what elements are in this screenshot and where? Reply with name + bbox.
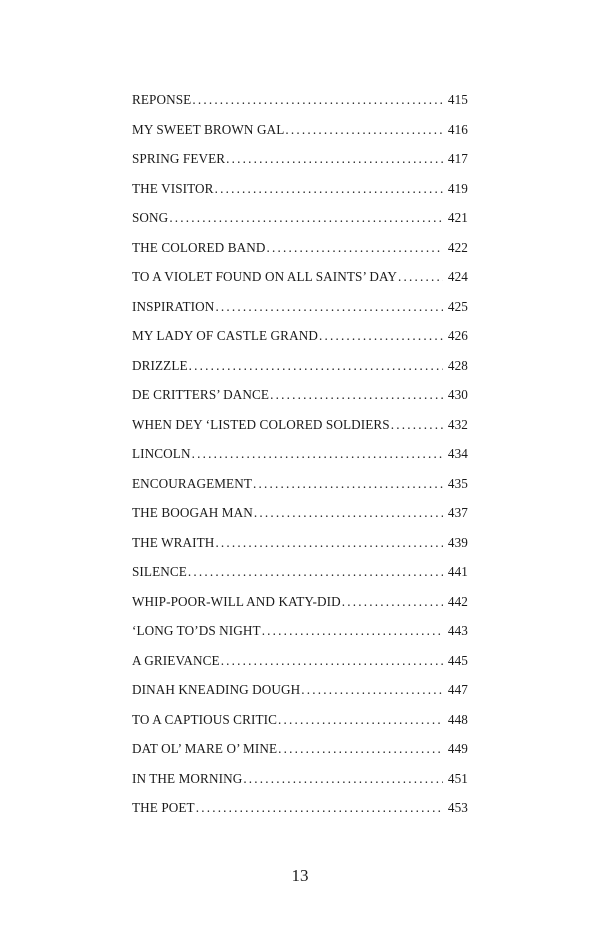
toc-entry-page: 424	[447, 269, 468, 284]
toc-entry-title: THE POET	[132, 800, 195, 815]
toc-entry-title: MY SWEET BROWN GAL	[132, 121, 285, 137]
toc-entry-page: 425	[447, 298, 468, 314]
dot-leader	[215, 299, 443, 315]
toc-entry-title: INSPIRATION	[132, 298, 215, 314]
toc-entry[interactable]	[132, 240, 468, 270]
toc-entry-title: LINCOLN	[132, 446, 191, 461]
toc-entry[interactable]	[132, 564, 468, 594]
toc-entry-page: 441	[447, 564, 468, 579]
dot-leader	[285, 122, 443, 138]
toc-entry-title: A GRIEVANCE	[132, 652, 220, 668]
toc-entry-title: TO A VIOLET FOUND ON ALL SAINTS’ DAY	[132, 269, 398, 284]
toc-entry-page: 449	[447, 741, 468, 756]
toc-entry-page: 445	[447, 652, 468, 668]
toc-entry-page: 453	[447, 800, 468, 815]
toc-entry[interactable]	[132, 476, 468, 506]
toc-entry-page: 430	[447, 387, 468, 402]
toc-entry-title: ‘LONG TO’DS NIGHT	[132, 623, 261, 638]
dot-leader	[262, 623, 443, 639]
dot-leader	[226, 151, 443, 167]
toc-entry[interactable]	[132, 712, 468, 742]
toc-entry[interactable]	[132, 505, 468, 535]
toc-entry-page: 437	[447, 505, 468, 520]
toc-entry[interactable]	[132, 741, 468, 771]
toc-entry-page: 447	[447, 682, 468, 697]
toc-entry-page: 448	[447, 711, 468, 727]
toc-entry-title: WHIP-POOR-WILL AND KATY-DID	[132, 593, 341, 609]
toc-entry-title: DRIZZLE	[132, 357, 188, 373]
dot-leader	[278, 741, 443, 757]
dot-leader	[169, 210, 443, 226]
dot-leader	[254, 505, 443, 521]
dot-leader	[270, 387, 443, 403]
dot-leader	[301, 682, 443, 698]
toc-entry-title: THE WRAITH	[132, 534, 215, 550]
toc-entry[interactable]	[132, 210, 468, 240]
toc-entry-page: 443	[447, 623, 468, 638]
toc-entry[interactable]	[132, 151, 468, 181]
toc-entry-page: 417	[447, 151, 468, 166]
toc-entry-title: TO A CAPTIOUS CRITIC	[132, 711, 278, 727]
toc-entry-title: REPONSE	[132, 92, 192, 107]
toc-entry-page: 435	[447, 475, 468, 491]
toc-entry[interactable]	[132, 682, 468, 712]
toc-entry-page: 415	[447, 92, 468, 107]
toc-entry[interactable]	[132, 181, 468, 211]
toc-entry[interactable]	[132, 653, 468, 683]
toc-entry[interactable]	[132, 800, 468, 830]
toc-entry-title: IN THE MORNING	[132, 770, 243, 786]
page-number: 13	[291, 866, 309, 885]
toc-entry-title: WHEN DEY ‘LISTED COLORED SOLDIERS	[132, 416, 390, 432]
dot-leader	[215, 535, 443, 551]
toc-entry-page: 451	[447, 770, 468, 786]
toc-entry-page: 419	[447, 180, 468, 196]
dot-leader	[192, 92, 443, 108]
toc-entry-page: 422	[447, 239, 468, 255]
toc-entry[interactable]	[132, 535, 468, 565]
dot-leader	[189, 358, 443, 374]
toc-entry-page: 421	[447, 210, 468, 225]
toc-entry-title: ENCOURAGEMENT	[132, 475, 252, 491]
toc-entry[interactable]	[132, 417, 468, 447]
toc-entry-page: 442	[447, 593, 468, 609]
dot-leader	[319, 328, 443, 344]
dot-leader	[188, 564, 443, 580]
toc-entry[interactable]	[132, 269, 468, 299]
dot-leader	[391, 417, 443, 433]
table-of-contents	[132, 92, 468, 830]
toc-entry-page: 426	[447, 328, 468, 343]
toc-entry-title: SILENCE	[132, 564, 187, 579]
toc-entry-page: 434	[447, 446, 468, 461]
toc-entry-page: 432	[447, 416, 468, 432]
toc-entry[interactable]	[132, 623, 468, 653]
toc-entry-title: THE BOOGAH MAN	[132, 505, 253, 520]
toc-entry-title: SONG	[132, 210, 169, 225]
toc-entry[interactable]	[132, 358, 468, 388]
toc-entry-page: 416	[447, 121, 468, 137]
toc-entry[interactable]	[132, 122, 468, 152]
toc-entry[interactable]	[132, 299, 468, 329]
toc-entry-title: DAT OL’ MARE O’ MINE	[132, 741, 278, 756]
toc-entry[interactable]	[132, 387, 468, 417]
toc-entry-title: SPRING FEVER	[132, 151, 226, 166]
toc-entry[interactable]	[132, 328, 468, 358]
toc-entry-title: DINAH KNEADING DOUGH	[132, 682, 301, 697]
dot-leader	[192, 446, 443, 462]
toc-entry[interactable]	[132, 446, 468, 476]
toc-entry-title: MY LADY OF CASTLE GRAND	[132, 328, 318, 343]
dot-leader	[398, 269, 443, 285]
dot-leader	[253, 476, 443, 492]
dot-leader	[196, 800, 443, 816]
dot-leader	[243, 771, 443, 787]
toc-entry[interactable]	[132, 92, 468, 122]
dot-leader	[342, 594, 443, 610]
dot-leader	[215, 181, 443, 197]
toc-entry-title: THE VISITOR	[132, 180, 214, 196]
toc-entry[interactable]	[132, 594, 468, 624]
dot-leader	[221, 653, 443, 669]
dot-leader	[278, 712, 443, 728]
toc-entry-page: 428	[447, 357, 468, 373]
toc-entry[interactable]	[132, 771, 468, 801]
toc-entry-title: DE CRITTERS’ DANCE	[132, 387, 270, 402]
dot-leader	[266, 240, 443, 256]
toc-entry-page: 439	[447, 534, 468, 550]
toc-entry-title: THE COLORED BAND	[132, 239, 266, 255]
